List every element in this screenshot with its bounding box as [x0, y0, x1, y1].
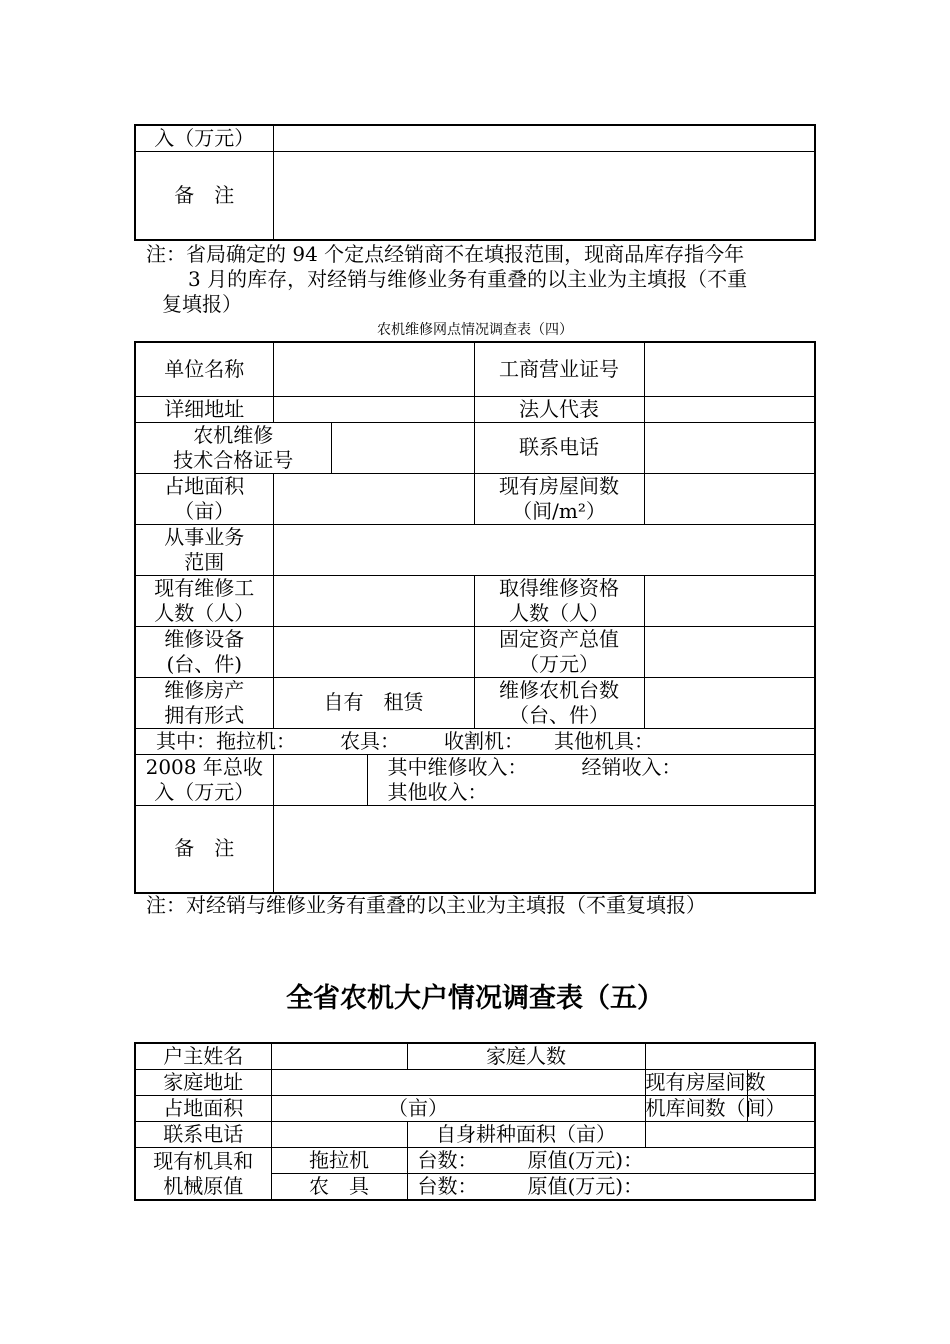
legal-rep-label: 法人代表: [474, 396, 644, 422]
breakdown-tools: 农具：: [340, 728, 400, 753]
garage-label: 机库间数（间）: [645, 1096, 786, 1120]
note-1: [146, 242, 826, 317]
income-value[interactable]: [273, 754, 367, 805]
assets-line-1: 固定资产总值: [499, 626, 620, 651]
householder-label: 户主姓名: [135, 1043, 271, 1070]
assets-label: [474, 626, 644, 677]
equipment-value[interactable]: [273, 626, 474, 677]
cert-label-line-2: 技术合格证号: [173, 447, 294, 472]
householder-value[interactable]: [271, 1043, 407, 1070]
income-repair: 其中维修收入：: [387, 754, 528, 779]
legal-rep-value[interactable]: [644, 396, 815, 422]
income-other: 其他收入：: [387, 779, 488, 804]
cert-value[interactable]: [331, 422, 474, 473]
remarks-value-4[interactable]: [273, 805, 815, 893]
land-area-line-1: 占地面积: [164, 473, 245, 498]
business-license-label: 工商营业证号: [474, 342, 644, 396]
note-1-line-3: 复填报）: [162, 292, 242, 316]
equipment-label: [135, 626, 273, 677]
repair-outlet-table: [134, 341, 816, 894]
property-line-2: 拥有形式: [164, 702, 245, 727]
qualified-value[interactable]: [644, 575, 815, 626]
equipment-line-1: 维修设备: [164, 626, 245, 651]
unit-name-value[interactable]: [273, 342, 474, 396]
scope-line-2: 范围: [184, 549, 225, 574]
tractor-detail[interactable]: [407, 1148, 815, 1174]
remarks-value-cell[interactable]: [273, 152, 815, 240]
cert-label-line-1: 农机维修: [193, 422, 274, 447]
rooms-label: [474, 473, 644, 524]
machines-line-2: 机械原值: [163, 1173, 244, 1198]
qualified-line-1: 取得维修资格: [499, 575, 620, 600]
tools-value-label: 原值(万元)：: [527, 1174, 644, 1198]
table-4-caption: 农机维修网点情况调查表（四）: [377, 322, 573, 338]
land-area-value[interactable]: [273, 473, 474, 524]
qualified-line-2: 人数（人）: [509, 600, 610, 625]
repaired-line-2: （台、件）: [509, 702, 610, 727]
home-address-value[interactable]: [271, 1070, 645, 1096]
family-size-value[interactable]: [645, 1043, 815, 1070]
rooms-value[interactable]: [644, 473, 815, 524]
qualified-label: [474, 575, 644, 626]
family-size-label: 家庭人数: [407, 1043, 645, 1070]
income-line-1: 2008 年总收: [145, 754, 263, 779]
property-line-1: 维修房产: [164, 677, 245, 702]
land-area-label-5: 占地面积: [135, 1096, 271, 1122]
unit-name-label: 单位名称: [135, 342, 273, 396]
tractor-value-label: 原值(万元)：: [527, 1148, 644, 1172]
machines-line-1: 现有机具和: [153, 1148, 254, 1173]
income-line-2: 入（万元）: [154, 779, 255, 804]
table-5-title: 全省农机大户情况调查表（五）: [286, 983, 664, 1014]
repaired-line-1: 维修农机台数: [499, 677, 620, 702]
tractor-count-label: 台数：: [417, 1148, 478, 1172]
income-breakdown[interactable]: [367, 754, 815, 805]
land-area-line-2: （亩）: [174, 498, 235, 523]
tools-label: 农 具: [271, 1174, 407, 1201]
workers-label: [135, 575, 273, 626]
rooms-line-2: （间/m²）: [512, 498, 606, 523]
machine-breakdown-row[interactable]: [135, 728, 815, 754]
remarks-label: 备 注: [135, 152, 273, 240]
workers-value[interactable]: [273, 575, 474, 626]
income-label-tail: 入（万元）: [135, 125, 273, 152]
home-rooms-label: 现有房屋间数: [645, 1070, 766, 1094]
repaired-value[interactable]: [644, 677, 815, 728]
tractor-label: 拖拉机: [271, 1148, 407, 1174]
scope-label: [135, 524, 273, 575]
note-2: 注：对经销与维修业务有重叠的以主业为主填报（不重复填报）: [146, 893, 706, 917]
mu-unit: （亩）: [388, 1096, 448, 1120]
breakdown-harvester: 收割机：: [444, 728, 524, 753]
machines-label: [135, 1148, 271, 1201]
workers-line-1: 现有维修工: [154, 575, 255, 600]
note-1-line-2: 3 月的库存，对经销与维修业务有重叠的以主业为主填报（不重: [188, 267, 748, 291]
breakdown-tractor: 其中：拖拉机：: [156, 728, 296, 753]
phone-value[interactable]: [644, 422, 815, 473]
own-area-label: 自身耕种面积（亩）: [407, 1122, 645, 1148]
top-fragment-table: [134, 124, 816, 241]
home-address-label: 家庭地址: [135, 1070, 271, 1096]
land-area-label: [135, 473, 273, 524]
assets-value[interactable]: [644, 626, 815, 677]
own-area-value[interactable]: [645, 1122, 815, 1148]
repaired-label: [474, 677, 644, 728]
equipment-line-2: (台、件): [166, 651, 243, 676]
rooms-line-1: 现有房屋间数: [499, 473, 620, 498]
land-area-value-5[interactable]: [271, 1096, 645, 1122]
breakdown-other: 其他机具：: [554, 728, 654, 753]
income-sales: 经销收入：: [581, 754, 682, 779]
address-value[interactable]: [273, 396, 474, 422]
workers-line-2: 人数（人）: [154, 600, 255, 625]
scope-line-1: 从事业务: [164, 524, 245, 549]
phone-label-5: 联系电话: [135, 1122, 271, 1148]
tools-count-label: 台数：: [417, 1174, 478, 1198]
property-options[interactable]: 自有 租赁: [273, 677, 474, 728]
tools-detail[interactable]: [407, 1174, 815, 1201]
assets-line-2: （万元）: [519, 651, 600, 676]
income-label: [135, 754, 273, 805]
large-farmer-table: [134, 1042, 816, 1201]
property-label: [135, 677, 273, 728]
income-value-cell[interactable]: [273, 125, 815, 152]
remarks-label-4: 备 注: [135, 805, 273, 893]
cert-label: [135, 422, 331, 473]
scope-value[interactable]: [273, 524, 815, 575]
phone-label: 联系电话: [474, 422, 644, 473]
note-1-line-1: 注：省局确定的 94 个定点经销商不在填报范围，现商品库存指今年: [146, 242, 745, 266]
address-label: 详细地址: [135, 396, 273, 422]
business-license-value[interactable]: [644, 342, 815, 396]
phone-value-5[interactable]: [271, 1122, 407, 1148]
